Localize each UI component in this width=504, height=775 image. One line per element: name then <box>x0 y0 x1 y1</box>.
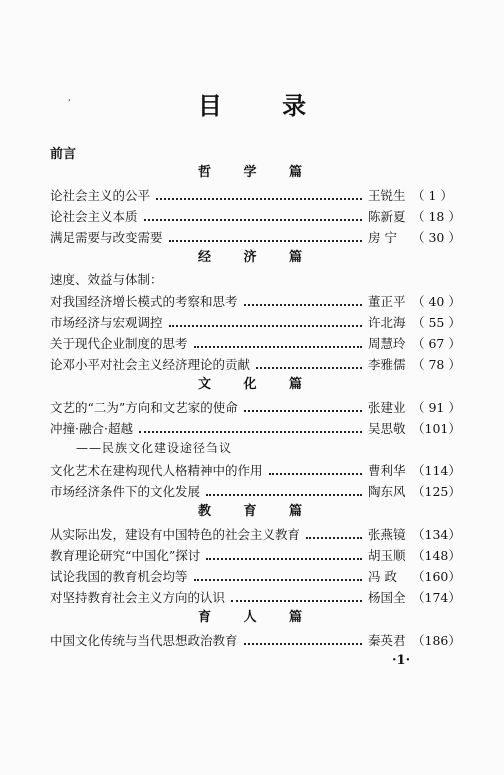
entry-title: 从实际出发，建设有中国特色的社会主义教育 <box>50 526 301 542</box>
entry-author: 周慧玲 <box>368 335 406 351</box>
toc-entry <box>50 586 461 607</box>
entry-title: 教育理论研究“中国化”探讨 <box>50 547 201 563</box>
toc-entry <box>50 523 461 544</box>
toc-entry <box>50 396 461 417</box>
entry-author: 陶东风 <box>368 483 406 499</box>
entry-page: （ 40 ） <box>412 293 461 309</box>
entry-author: 胡玉顺 <box>368 547 406 563</box>
toc-entry <box>50 565 461 586</box>
toc-entry <box>50 311 461 332</box>
toc-entry <box>50 205 461 226</box>
entry-title: 文化艺术在建构现代人格精神中的作用 <box>50 462 263 478</box>
entry-author: 董正平 <box>368 293 406 309</box>
entry-page: （ 91 ） <box>412 399 461 415</box>
entry-page: （186） <box>412 632 461 648</box>
toc-entry <box>50 226 461 247</box>
entry-title: 论邓小平对社会主义经济理论的贡献 <box>50 356 251 372</box>
entry-author: 房 宁 <box>368 229 397 245</box>
entry-author: 王锐生 <box>368 187 406 203</box>
section-heading: 文 化 篇 <box>197 377 317 392</box>
dot-leader <box>139 430 362 433</box>
toc-entry <box>50 480 461 501</box>
entry-title: 论社会主义本质 <box>50 208 138 224</box>
entry-title: 市场经济条件下的文化发展 <box>50 483 201 499</box>
entry-title: 中国文化传统与当代思想政治教育 <box>50 632 238 648</box>
dot-leader <box>244 303 362 306</box>
entry-author: 冯 政 <box>368 568 397 584</box>
entry-title: 冲撞·融合·超越 <box>50 420 133 436</box>
entry-page: （114） <box>412 462 461 478</box>
section-heading: 育 人 篇 <box>197 610 317 625</box>
entry-author: 张建业 <box>368 399 406 415</box>
entry-page: （ 30 ） <box>412 229 461 245</box>
stray-mark: , <box>68 92 72 103</box>
entry-title: 试论我国的教育机会均等 <box>50 568 188 584</box>
section-lead: 速度、效益与体制： <box>50 272 163 287</box>
entry-page: （148） <box>412 547 461 563</box>
toc-entry <box>50 332 461 353</box>
dot-leader <box>169 239 362 242</box>
dot-leader <box>206 557 362 560</box>
entry-page: （101） <box>412 420 461 436</box>
page-title: 目 录 <box>197 91 333 120</box>
entry-page: （ 67 ） <box>412 335 461 351</box>
entry-author: 张燕镜 <box>368 526 406 542</box>
entry-title: 关于现代企业制度的思考 <box>50 335 188 351</box>
dot-leader <box>244 642 362 645</box>
dot-leader <box>256 366 362 369</box>
entry-page: （134） <box>412 526 461 542</box>
entry-author: 曹利华 <box>368 462 406 478</box>
entry-author: 杨国全 <box>368 589 406 605</box>
entry-page: （160） <box>412 568 461 584</box>
toc-entry <box>50 417 461 438</box>
entry-title: 对坚持教育社会主义方向的认识 <box>50 589 226 605</box>
entry-title: 对我国经济增长模式的考察和思考 <box>50 293 238 309</box>
dot-leader <box>194 345 362 348</box>
preface-entry: 前言 <box>50 147 77 162</box>
entry-author: 李雅儒 <box>368 356 406 372</box>
entry-author: 吴思敬 <box>368 420 406 436</box>
section-heading: 哲 学 篇 <box>197 165 317 180</box>
toc-entry <box>50 544 461 565</box>
section-heading: 教 育 篇 <box>197 504 317 519</box>
dot-leader <box>169 324 362 327</box>
section-heading: 经 济 篇 <box>197 250 317 265</box>
entry-page: （174） <box>412 589 461 605</box>
dot-leader <box>194 578 362 581</box>
entry-page: （125） <box>412 483 461 499</box>
dot-leader <box>306 536 362 539</box>
page-number: ·1· <box>392 653 411 668</box>
toc-entry <box>50 184 453 205</box>
toc-entry <box>50 629 461 650</box>
entry-page: （ 78 ） <box>412 356 461 372</box>
entry-page: （ 55 ） <box>412 314 461 330</box>
entry-title: 市场经济与宏观调控 <box>50 314 163 330</box>
toc-entry <box>50 353 461 374</box>
entry-author: 陈新夏 <box>368 208 406 224</box>
entry-title: 满足需要与改变需要 <box>50 229 163 245</box>
dot-leader <box>269 472 362 475</box>
dot-leader <box>231 599 362 602</box>
entry-title: 文艺的“二为”方向和文艺家的使命 <box>50 399 238 415</box>
entry-subtitle: ——民族文化建设途径刍议 <box>76 441 233 455</box>
entry-author: 许北海 <box>368 314 406 330</box>
entry-page: （ 18 ） <box>412 208 461 224</box>
table-of-contents <box>50 162 461 650</box>
toc-entry <box>50 459 461 480</box>
entry-title: 论社会主义的公平 <box>50 187 151 203</box>
toc-entry <box>50 290 461 311</box>
dot-leader <box>244 409 362 412</box>
dot-leader <box>144 218 362 221</box>
entry-page: （ 1 ） <box>412 187 453 203</box>
dot-leader <box>156 197 362 200</box>
dot-leader <box>206 493 362 496</box>
entry-author: 秦英君 <box>368 632 406 648</box>
